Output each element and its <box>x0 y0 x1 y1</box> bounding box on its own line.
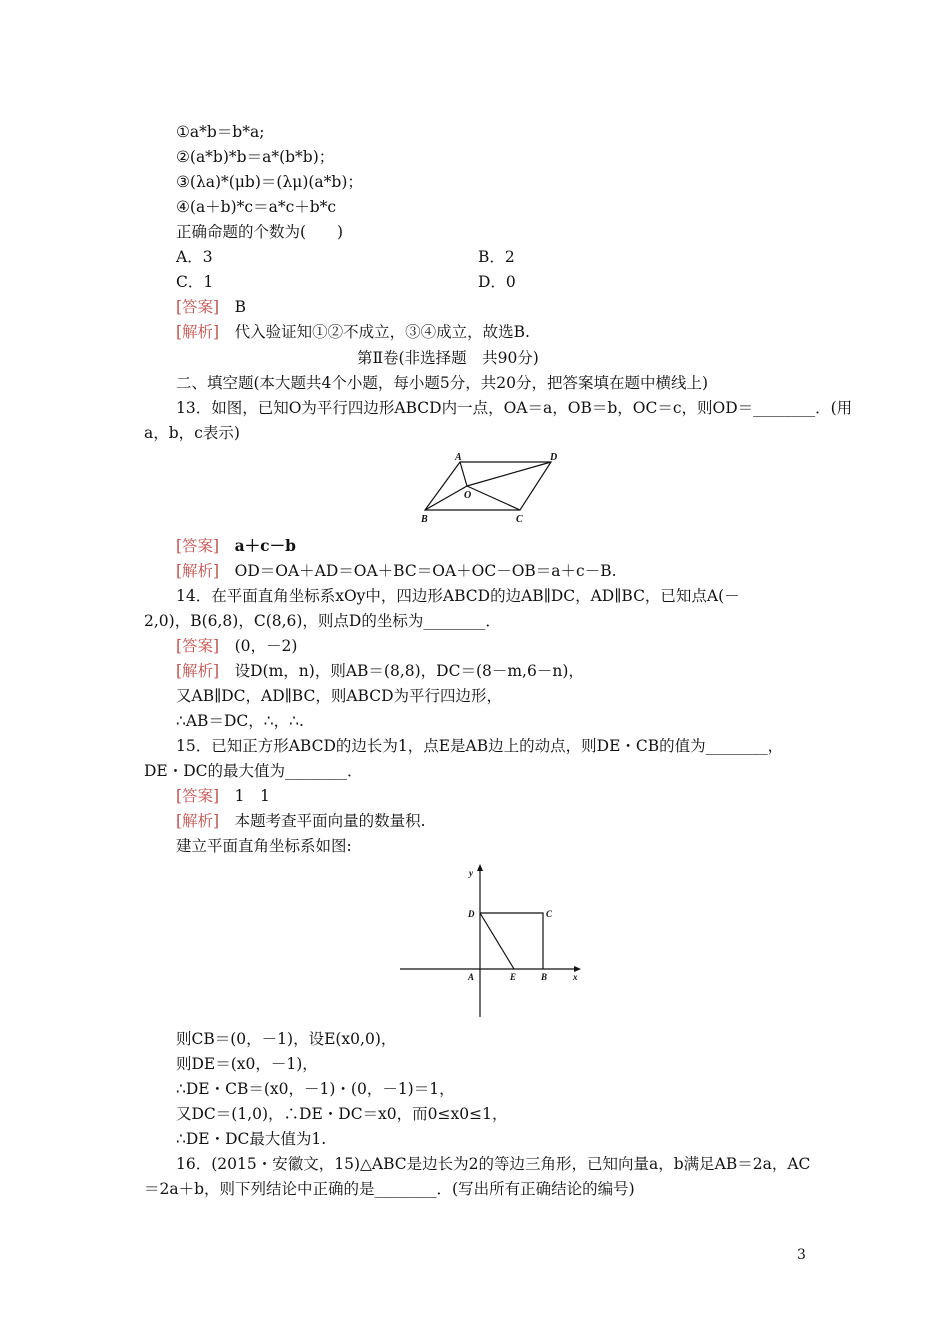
page-number: 3 <box>797 1247 806 1263</box>
prop-1: ①a*b＝b*a; <box>176 123 265 141</box>
answer-label: [答案] <box>176 537 220 555</box>
label-d: D <box>468 909 475 919</box>
section-title: 第Ⅱ卷(非选择题 共90分) <box>357 349 539 367</box>
q15-step3: ∴DE・CB＝(x0，－1)・(0，－1)＝1， <box>176 1080 455 1098</box>
q12-question: 正确命题的个数为( ) <box>176 223 344 241</box>
label-c: C <box>516 514 523 525</box>
prop-2: ②(a*b)*b＝a*(b*b)； <box>176 148 335 166</box>
q12-answer <box>176 297 246 317</box>
analysis-text: 代入验证知①②不成立，③④成立，故选B. <box>234 323 530 341</box>
answer-value: a＋c－b <box>234 536 296 555</box>
q15-step4: 又DC＝(1,0)，∴DE・DC＝x0，而0≤x0≤1， <box>176 1105 508 1123</box>
q15-analysis <box>176 811 426 831</box>
coordinate-figure <box>395 862 595 1022</box>
q14-line2: 2,0)，B(6,8)，C(8,6)，则点D的坐标为________． <box>144 612 501 630</box>
label-c: C <box>546 909 553 919</box>
analysis-label: [解析] <box>176 562 220 580</box>
label-d: D <box>550 452 558 463</box>
parallelogram-figure <box>415 450 565 530</box>
analysis-label: [解析] <box>176 323 220 341</box>
option-a: A．3 <box>176 248 213 266</box>
q15-answer <box>176 786 270 806</box>
label-a: A <box>455 452 462 463</box>
prop-4: ④(a＋b)*c＝a*c＋b*c <box>176 198 337 216</box>
q13-analysis <box>176 561 617 581</box>
section-instruction: 二、填空题(本大题共4个小题，每小题5分，共20分，把答案填在题中横线上) <box>176 374 709 392</box>
q14-step2: 又AB∥DC，AD∥BC，则ABCD为平行四边形， <box>176 687 503 705</box>
prop-3: ③(λa)*(μb)＝(λμ)(a*b)； <box>176 173 363 191</box>
answer-value: (0，－2) <box>234 637 298 655</box>
option-b: B．2 <box>478 248 515 266</box>
answer-label: [答案] <box>176 637 220 655</box>
analysis-label: [解析] <box>176 662 220 680</box>
q15-step1: 则CB＝(0，－1)，设E(x0,0)， <box>176 1030 397 1048</box>
q15-line2: DE・DC的最大值为________． <box>144 762 363 780</box>
q14-line1: 14．在平面直角坐标系xOy中，四边形ABCD的边AB∥DC，AD∥BC，已知点A(－ <box>176 587 740 605</box>
analysis-text: 设D(m，n)，则AB＝(8,8)，DC＝(8－m,6－n)， <box>234 662 584 680</box>
q12-analysis <box>176 322 530 342</box>
q13-line2: a，b，c表示) <box>144 424 240 442</box>
q13-answer <box>176 536 296 556</box>
analysis-text: 本题考查平面向量的数量积. <box>234 812 426 830</box>
option-d: D．0 <box>478 273 516 291</box>
q14-answer <box>176 636 297 656</box>
label-b: B <box>421 514 428 525</box>
q16-line2: ＝2a＋b，则下列结论中正确的是________．(写出所有正确结论的编号) <box>144 1180 635 1198</box>
q15-line1: 15．已知正方形ABCD的边长为1，点E是AB边上的动点，则DE・CB的值为________， <box>176 737 784 755</box>
q14-analysis <box>176 661 584 681</box>
q16-line1: 16．(2015・安徽文，15)△ABC是边长为2的等边三角形，已知向量a，b满足AB＝2a，AC <box>176 1155 811 1173</box>
answer-value: B <box>234 298 247 316</box>
label-a: A <box>468 972 475 982</box>
label-y: y <box>469 868 473 878</box>
option-c: C．1 <box>176 273 214 291</box>
q15-setup: 建立平面直角坐标系如图: <box>176 837 352 855</box>
q15-step2: 则DE＝(x0，－1)， <box>176 1055 318 1073</box>
label-b: B <box>541 972 548 982</box>
label-e: E <box>510 972 517 982</box>
answer-label: [答案] <box>176 787 220 805</box>
analysis-label: [解析] <box>176 812 220 830</box>
answer-label: [答案] <box>176 298 220 316</box>
q15-step5: ∴DE・DC最大值为1. <box>176 1130 327 1148</box>
q13-line1: 13．如图，已知O为平行四边形ABCD内一点，OA＝a，OB＝b，OC＝c，则OD＝________．(用 <box>176 399 853 417</box>
label-x: x <box>573 972 578 982</box>
analysis-text: OD＝OA＋AD＝OA＋BC＝OA＋OC－OB＝a＋c－B. <box>234 562 617 580</box>
answer-value: 1 1 <box>234 787 270 805</box>
q14-step3: ∴AB＝DC，∴，∴. <box>176 712 304 730</box>
label-o: O <box>464 490 472 501</box>
